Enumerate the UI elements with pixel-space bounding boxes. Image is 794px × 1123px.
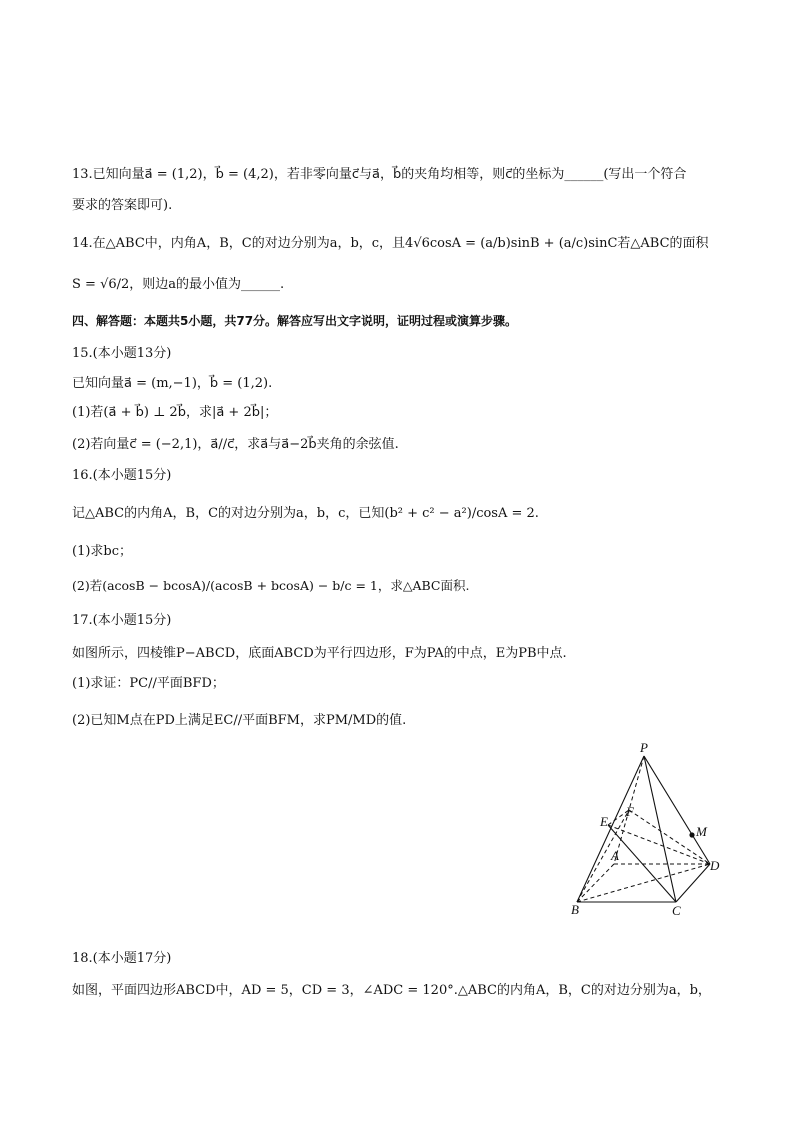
edge-CD xyxy=(676,864,710,902)
label-C: C xyxy=(672,903,681,918)
q16-header: 16.(本小题15分) xyxy=(72,468,172,483)
q14-line-2: S = √6/2，则边a的最小值为______. xyxy=(72,277,285,292)
label-P: P xyxy=(640,740,648,755)
label-B: B xyxy=(571,902,579,917)
q16-part1: (1)求bc； xyxy=(72,544,133,559)
label-M: M xyxy=(696,824,707,839)
q15-part2: (2)若向量c⃗ = (−2,1)，a⃗//c⃗，求a⃗与a⃗−2b⃗夹角的余弦值. xyxy=(72,437,399,452)
q18-header: 18.(本小题17分) xyxy=(72,951,172,966)
q17-header: 17.(本小题15分) xyxy=(72,613,172,628)
q17-stem: 如图所示，四棱锥P−ABCD，底面ABCD为平行四边形，F为PA的中点，E为PB中点. xyxy=(72,646,567,661)
edge-PC xyxy=(644,756,676,902)
segment-ED xyxy=(608,825,710,864)
edge-PB xyxy=(577,756,644,902)
q17-part1: (1)求证：PC//平面BFD； xyxy=(72,676,225,691)
q17-part2: (2)已知M点在PD上满足EC//平面BFM，求PM/MD的值. xyxy=(72,713,407,728)
edge-PD xyxy=(644,756,710,864)
section-heading: 四、解答题：本题共5小题，共77分。解答应写出文字说明，证明过程或演算步骤。 xyxy=(72,314,518,328)
q16-stem: 记△ABC的内角A，B，C的对边分别为a，b，c，已知(b² + c² − a²)/cosA = 2. xyxy=(72,506,539,521)
q13-line-1: 13.已知向量a⃗ = (1,2)，b⃗ = (4,2)，若非零向量c⃗与a⃗，b⃗的夹角均相等，则c⃗的坐标为______(写出一个符合 xyxy=(72,167,687,182)
point-M-dot xyxy=(689,832,694,837)
pyramid-figure xyxy=(560,740,740,920)
diagonal-BD xyxy=(577,864,710,902)
q15-header: 15.(本小题13分) xyxy=(72,346,172,361)
q15-stem: 已知向量a⃗ = (m,−1)，b⃗ = (1,2). xyxy=(72,376,273,391)
label-D: D xyxy=(710,858,720,873)
q14-line-1: 14.在△ABC中，内角A，B，C的对边分别为a，b，c，且4√6cosA = (a/b)sinB + (a/c)sinC若△ABC的面积 xyxy=(72,236,709,251)
q15-part1: (1)若(a⃗ + b⃗) ⊥ 2b⃗，求|a⃗ + 2b⃗|； xyxy=(72,405,278,420)
label-A: A xyxy=(611,848,619,863)
label-F: F xyxy=(626,804,634,819)
q16-part2: (2)若(acosB − bcosA)/(acosB + bcosA) − b/c = 1，求△ABC面积. xyxy=(72,578,470,593)
q13-line-2: 要求的答案即可). xyxy=(72,198,173,213)
q18-stem: 如图，平面四边形ABCD中，AD = 5，CD = 3，∠ADC = 120°.△ABC的内角A，B，C的对边分别为a，b， xyxy=(72,983,711,998)
label-E: E xyxy=(600,814,608,829)
